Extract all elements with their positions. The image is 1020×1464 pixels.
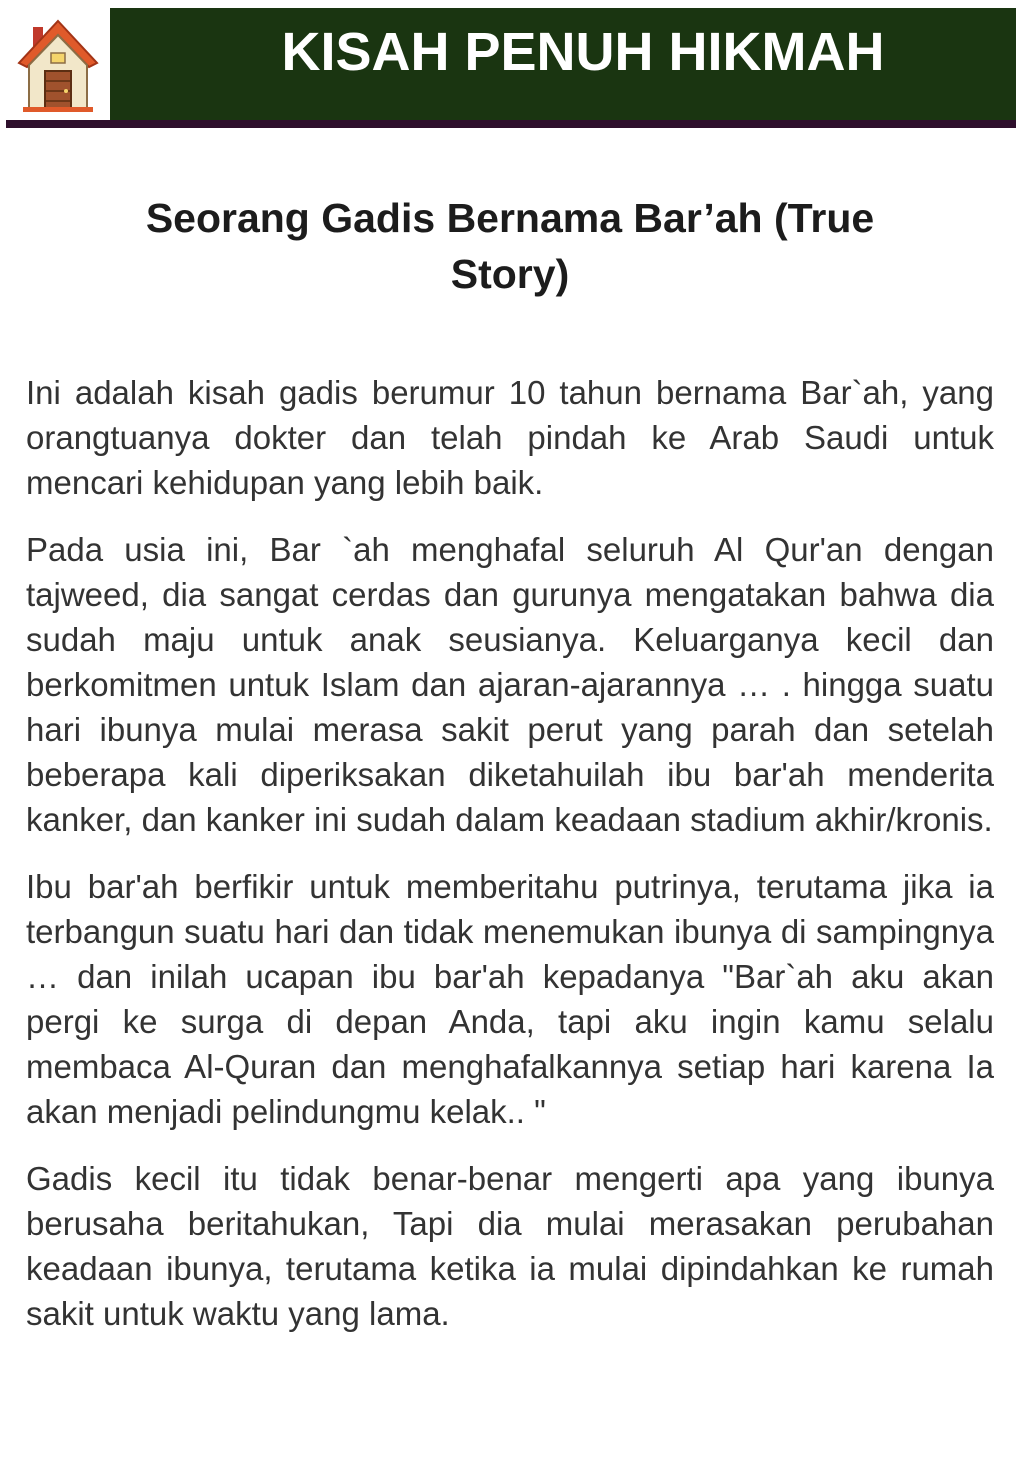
app-header [6, 8, 1016, 128]
article [26, 190, 994, 1358]
article-title: Seorang Gadis Bernama Bar’ah (True Story) [145, 195, 875, 297]
paragraph: Pada usia ini, Bar `ah menghafal seluruh Al Qur'an dengan tajweed, dia sangat cerdas dan gurunya mengatakan bahwa dia sudah maju untuk anak seusianya. Keluarganya kecil dan berkomitmen untuk Islam dan ajaran-ajarannya … . hingga suatu hari ibunya mulai merasa sakit perut yang parah dan setelah beberapa kali diperiksakan diketahuilah ibu bar'ah menderita kanker, dan kanker ini sudah dalam keadaan stadium akhir/kronis. [26, 531, 994, 838]
article-body [26, 370, 994, 1336]
app-title: KISAH PENUH HIKMAH [281, 22, 885, 82]
home-button[interactable] [6, 8, 110, 120]
paragraph: Ini adalah kisah gadis berumur 10 tahun bernama Bar`ah, yang orangtuanya dokter dan telah pindah ke Arab Saudi untuk mencari kehidupan yang lebih baik. [26, 374, 994, 501]
paragraph: Gadis kecil itu tidak benar-benar mengerti apa yang ibunya berusaha beritahukan, Tapi dia mulai merasakan perubahan keadaan ibunya, terutama ketika ia mulai dipindahkan ke rumah sakit untuk waktu yang lama. [26, 1160, 994, 1332]
paragraph: Ibu bar'ah berfikir untuk memberitahu putrinya, terutama jika ia terbangun suatu hari dan tidak menemukan ibunya di sampingnya … dan inilah ucapan ibu bar'ah kepadanya "Bar`ah aku akan pergi ke surga di depan Anda, tapi aku ingin kamu selalu membaca Al-Quran dan menghafalkannya setiap hari karena Ia akan menjadi pelindungmu kelak.. " [26, 868, 994, 1130]
house-icon [15, 15, 101, 113]
